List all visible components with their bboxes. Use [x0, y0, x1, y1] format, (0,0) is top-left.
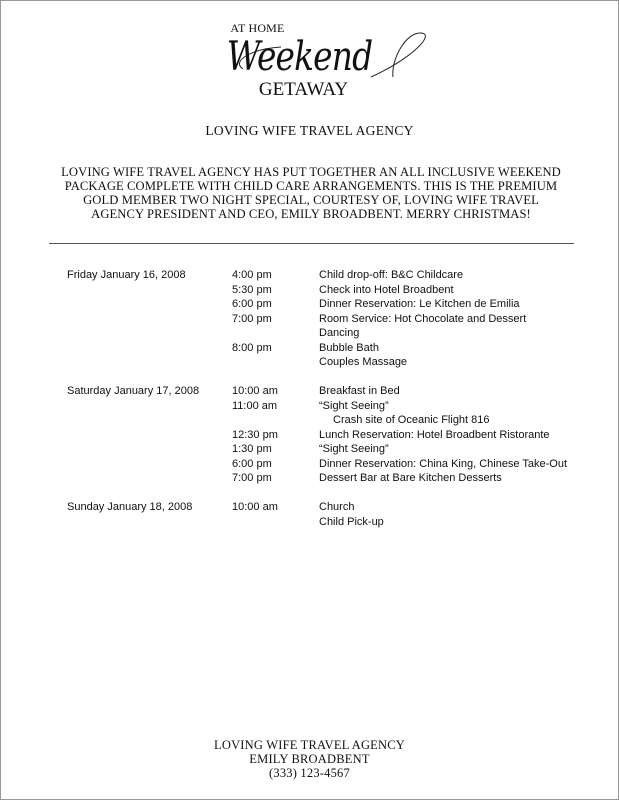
event-description: Check into Hotel Broadbent — [319, 283, 454, 296]
divider — [49, 243, 574, 244]
day-date: Friday January 16, 2008 — [67, 269, 186, 281]
event-description: Dessert Bar at Bare Kitchen Desserts — [319, 472, 502, 484]
event-time: 6:00 pm — [232, 298, 272, 310]
footer-name: EMILY BROADBENT — [249, 752, 370, 766]
intro-paragraph: LOVING WIFE TRAVEL AGENCY HAS PUT TOGETHER AN ALL INCLUSIVE WEEKEND PACKAGE COMPLETE WITH CHILD CARE ARRANGEMENTS. THIS IS THE PREMIUM GOLD MEMBER TWO NIGHT SPECIAL, COURTESY OF, LOVING WIFE TRAVEL AGENCY PRESIDENT AND CEO, EMILY BROADBENT. MERRY CHRISTMAS! — [61, 165, 561, 221]
event-time: 11:00 am — [232, 399, 278, 412]
event-description: “Sight Seeing” — [319, 443, 389, 455]
event-description: Lunch Reservation: Hotel Broadbent Ristorante — [319, 428, 550, 441]
event-time: 4:00 pm — [232, 269, 272, 281]
event-time: 10:00 am — [232, 385, 278, 397]
title-at-home: AT HOME — [230, 21, 285, 35]
event-description: Bubble Bath — [319, 341, 379, 354]
event-description: Dinner Reservation: China King, Chinese Take-Out — [319, 457, 568, 470]
event-time: 7:00 pm — [232, 312, 272, 325]
event-time: 8:00 pm — [232, 341, 272, 354]
event-time: 12:30 pm — [232, 428, 278, 441]
event-description: Church — [319, 501, 355, 513]
footer-contact — [1, 738, 618, 780]
event-time: 5:30 pm — [232, 283, 272, 296]
event-description: Dinner Reservation: Le Kitchen de Emilia — [319, 298, 520, 310]
event-time: 1:30 pm — [232, 443, 272, 455]
event-description: “Sight Seeing” — [319, 399, 389, 412]
event-time: 7:00 pm — [232, 472, 272, 484]
title-weekend-script: Weekend — [226, 34, 373, 80]
event-description: Child drop-off: B&C Childcare — [319, 269, 464, 281]
day-date: Saturday January 17, 2008 — [67, 385, 200, 397]
event-description: Couples Massage — [319, 356, 408, 368]
event-description: Breakfast in Bed — [319, 385, 400, 397]
event-time: 6:00 pm — [232, 457, 272, 470]
day-date: Sunday January 18, 2008 — [67, 501, 193, 513]
event-description: Child Pick-up — [319, 515, 384, 528]
event-description: Room Service: Hot Chocolate and Dessert — [319, 312, 527, 325]
agency-name: LOVING WIFE TRAVEL AGENCY — [205, 123, 414, 138]
footer-agency: LOVING WIFE TRAVEL AGENCY — [214, 738, 405, 752]
event-time: 10:00 am — [232, 501, 278, 513]
event-description: Crash site of Oceanic Flight 816 — [333, 414, 490, 426]
event-description: Dancing — [319, 327, 360, 339]
title-getaway: GETAWAY — [258, 79, 349, 100]
footer-phone: (333) 123-4567 — [269, 766, 350, 780]
